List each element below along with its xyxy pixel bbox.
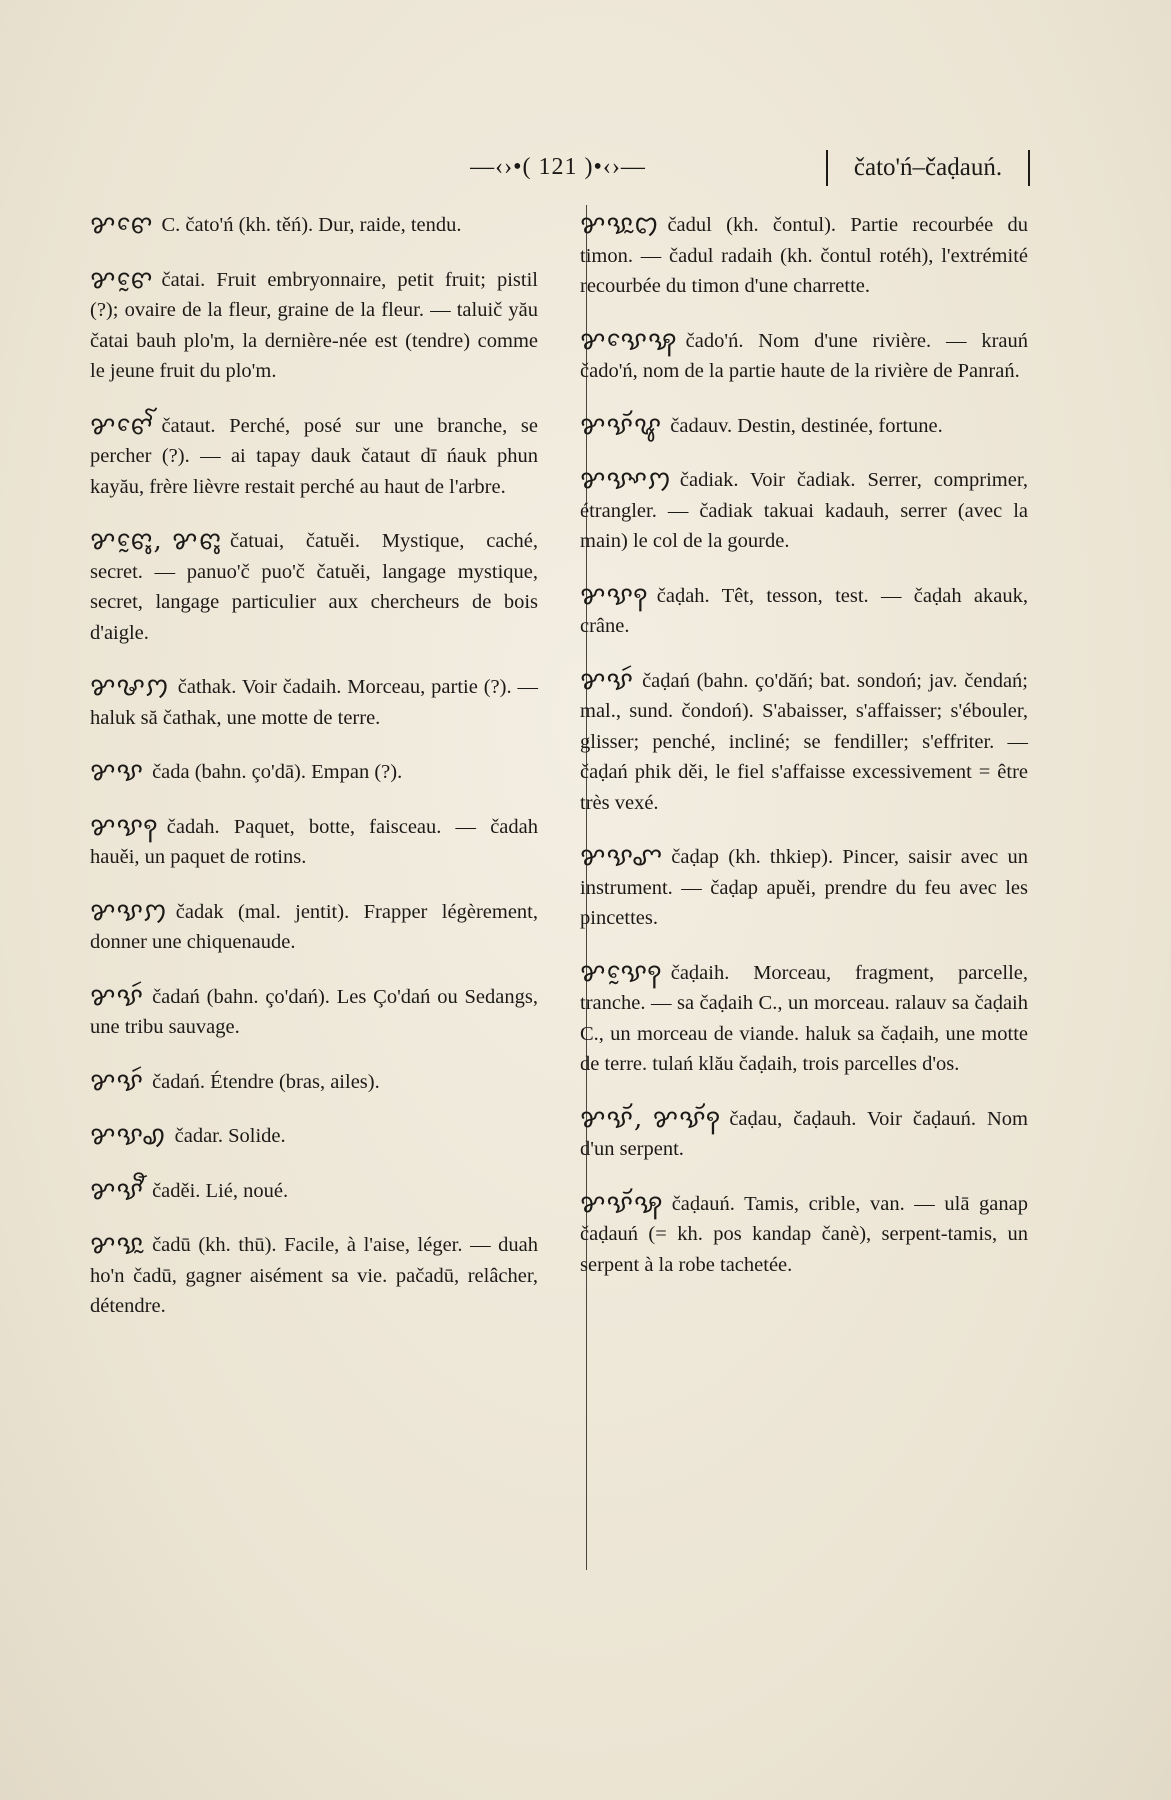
cham-script-headword: ꨌꨕꨯꩂ <box>580 325 678 356</box>
cham-script-headword: ꨌꨕꨮꩂ <box>580 1188 664 1219</box>
cham-script-headword: ꨌꨕꨰꩍ <box>580 957 663 988</box>
entry-definition: čaděi. Lié, noué. <box>152 1179 289 1202</box>
cham-script-headword: ꨌꨕꩀ <box>90 896 168 927</box>
entry-definition: čadauv. Destin, destinée, fortune. <box>670 414 943 437</box>
dictionary-entry <box>580 326 1028 387</box>
dictionary-entry <box>90 672 538 733</box>
cham-script-headword: ꨌꨕꨮꨥ <box>580 410 663 441</box>
cham-script-headword: ꨌꨓꨶꨰ, ꨌꨓꨶ <box>90 526 222 556</box>
cham-script-headword: ꨌꨕꨮ, ꨌꨕꨮꩍ <box>580 1103 722 1134</box>
entry-definition: čadań (bahn. ço'dań). Les Ço'dań ou Sedangs, une tribu sauvage. <box>90 985 538 1038</box>
cham-script-headword: ꨌꨕꨭ <box>90 1230 145 1260</box>
entry-definition: čaḍah. Têt, tesson, test. — čaḍah akauk, crâne. <box>580 584 1028 637</box>
entry-definition: čaḍań (bahn. ço'dăń; bat. sondoń; jav. čendań; mal., sund. čondoń). S'abaisser, s'affaisser; s'ébouler, glisser; penché, incliné; se fendiller; s'effriter. — čaḍań phik děi, le fiel s'affaisse excessivement = être très vexé. <box>580 669 1028 814</box>
entry-definition: čaḍaih. Morceau, fragment, parcelle, tranche. — sa čaḍaih C., un morceau. ralauv sa čaḍaih C., un morceau de viande. haluk sa čaḍaih, une motte de terre. tulań klău čaḍaih, trois parcelles d'os. <box>580 961 1028 1075</box>
dictionary-entry <box>90 1121 538 1152</box>
entry-definition: čataut. Perché, posé sur une branche, se percher (?). — ai tapay dauk čataut dī ńauk phun kayău, frère lièvre restait perché au haut de l'arbre. <box>90 414 538 498</box>
cham-script-headword: ꨌꨕꩍ <box>580 580 649 611</box>
running-head: čato'ń–čaḍauń. <box>826 150 1030 186</box>
entry-definition: čatai. Fruit embryonnaire, petit fruit; pistil (?); ovaire de la fleur, graine de la fleur. — taluič yău čatai bauh plo'm, la dernière-née est (tendre) comme le jeune fruit du plo'm. <box>90 268 538 382</box>
dictionary-entry <box>580 581 1028 642</box>
cham-script-headword: ꨌꨓꨯꨱ <box>90 410 154 441</box>
entry-definition: čathak. Voir čadaih. Morceau, partie (?). — haluk să čathak, une motte de terre. <box>90 676 538 729</box>
cham-script-headword: ꨌꨓꨰ <box>90 264 154 295</box>
entry-definition: čadul (kh. čontul). Partie recourbée du timon. — čadul radaih (kh. čontul rotéh), l'extrémité recourbée du timon d'une charrette. <box>580 214 1028 297</box>
cham-script-headword: ꨌꨕꩃ <box>90 981 145 1012</box>
entry-definition: čadar. Solide. <box>174 1125 286 1147</box>
dictionary-entry <box>580 465 1028 557</box>
cham-script-headword: ꨌꨔꩀ <box>90 672 170 702</box>
entry-definition: čaḍau, čaḍauh. Voir čaḍauń. Nom d'un serpent. <box>580 1107 1028 1160</box>
dictionary-entry <box>90 897 538 958</box>
cham-script-headword: ꨌꨕꨚ <box>580 842 664 872</box>
right-column <box>580 210 1028 1304</box>
cham-script-headword: ꨌꨕꩉ <box>90 1121 167 1151</box>
entry-definition: čadū (kh. thū). Facile, à l'aise, léger. — duah ho'n čadū, gagner aisément sa vie. pačadū, relâcher, détendre. <box>90 1234 538 1317</box>
entry-definition: C. čato'ń (kh. těń). Dur, raide, tendu. <box>161 214 462 236</box>
entry-definition: čadiak. Voir čadiak. Serrer, comprimer, étrangler. — čadiak takuai kadauh, serrer (avec la main) le col de la gourde. <box>580 469 1028 552</box>
cham-script-headword: ꨌꨕꨭꩊ <box>580 210 660 240</box>
dictionary-entry <box>90 757 538 788</box>
dictionary-entry <box>90 812 538 873</box>
dictionary-entry <box>580 411 1028 442</box>
cham-script-headword: ꨌꨕꩍ <box>90 811 159 842</box>
cham-script-headword: ꨌꨕꩃ <box>580 665 635 696</box>
dictionary-entry <box>90 1230 538 1322</box>
dictionary-entry <box>90 1176 538 1207</box>
dictionary-entry <box>90 411 538 503</box>
entry-definition: čadań. Étendre (bras, ailes). <box>152 1070 380 1093</box>
cham-script-headword: ꨌꨕꩃ <box>90 1066 145 1097</box>
entry-definition: čaḍauń. Tamis, crible, van. — ulā ganap čaḍauń (= kh. pos kandap čanè), serpent-tamis, un serpent à la robe tachetée. <box>580 1192 1028 1276</box>
dictionary-entry <box>90 210 538 241</box>
cham-script-headword: ꨌꨕꨬ <box>90 1175 145 1206</box>
dictionary-entry <box>580 958 1028 1080</box>
cham-script-headword: ꨌꨕꨳꩀ <box>580 465 672 495</box>
entry-definition: čado'ń. Nom d'une rivière. — krauń čado'ń, nom de la partie haute de la rivière de Panrań. <box>580 329 1028 382</box>
dictionary-entry <box>90 1067 538 1098</box>
dictionary-entry <box>580 1189 1028 1281</box>
dictionary-entry <box>90 526 538 648</box>
entry-definition: čadah. Paquet, botte, faisceau. — čadah hauěi, un paquet de rotins. <box>90 815 538 868</box>
left-column <box>90 210 538 1346</box>
dictionary-entry <box>580 210 1028 302</box>
entry-definition: čaḍap (kh. thkiep). Pincer, saisir avec un instrument. — čaḍap apuěi, prendre du feu avec les pincettes. <box>580 846 1028 929</box>
cham-script-headword: ꨌꨓꨯ <box>90 210 154 240</box>
dictionary-entry <box>580 1104 1028 1165</box>
cham-script-headword: ꨌꨕ <box>90 757 145 787</box>
page-number: —‹›•( 121 )•‹›— <box>470 154 646 180</box>
dictionary-entry <box>580 842 1028 934</box>
entry-definition: čatuai, čatuěi. Mystique, caché, secret. — panuo'č puo'č čatuěi, langage mystique, secret, langage particulier aux chercheurs de bois d'aigle. <box>90 530 538 644</box>
dictionary-entry <box>90 982 538 1043</box>
dictionary-entry <box>90 265 538 387</box>
page-header <box>0 150 1171 190</box>
entry-definition: čadak (mal. jentit). Frapper légèrement, donner une chiquenaude. <box>90 900 538 953</box>
entry-definition: čada (bahn. ço'dā). Empan (?). <box>152 761 403 783</box>
dictionary-entry <box>580 666 1028 819</box>
